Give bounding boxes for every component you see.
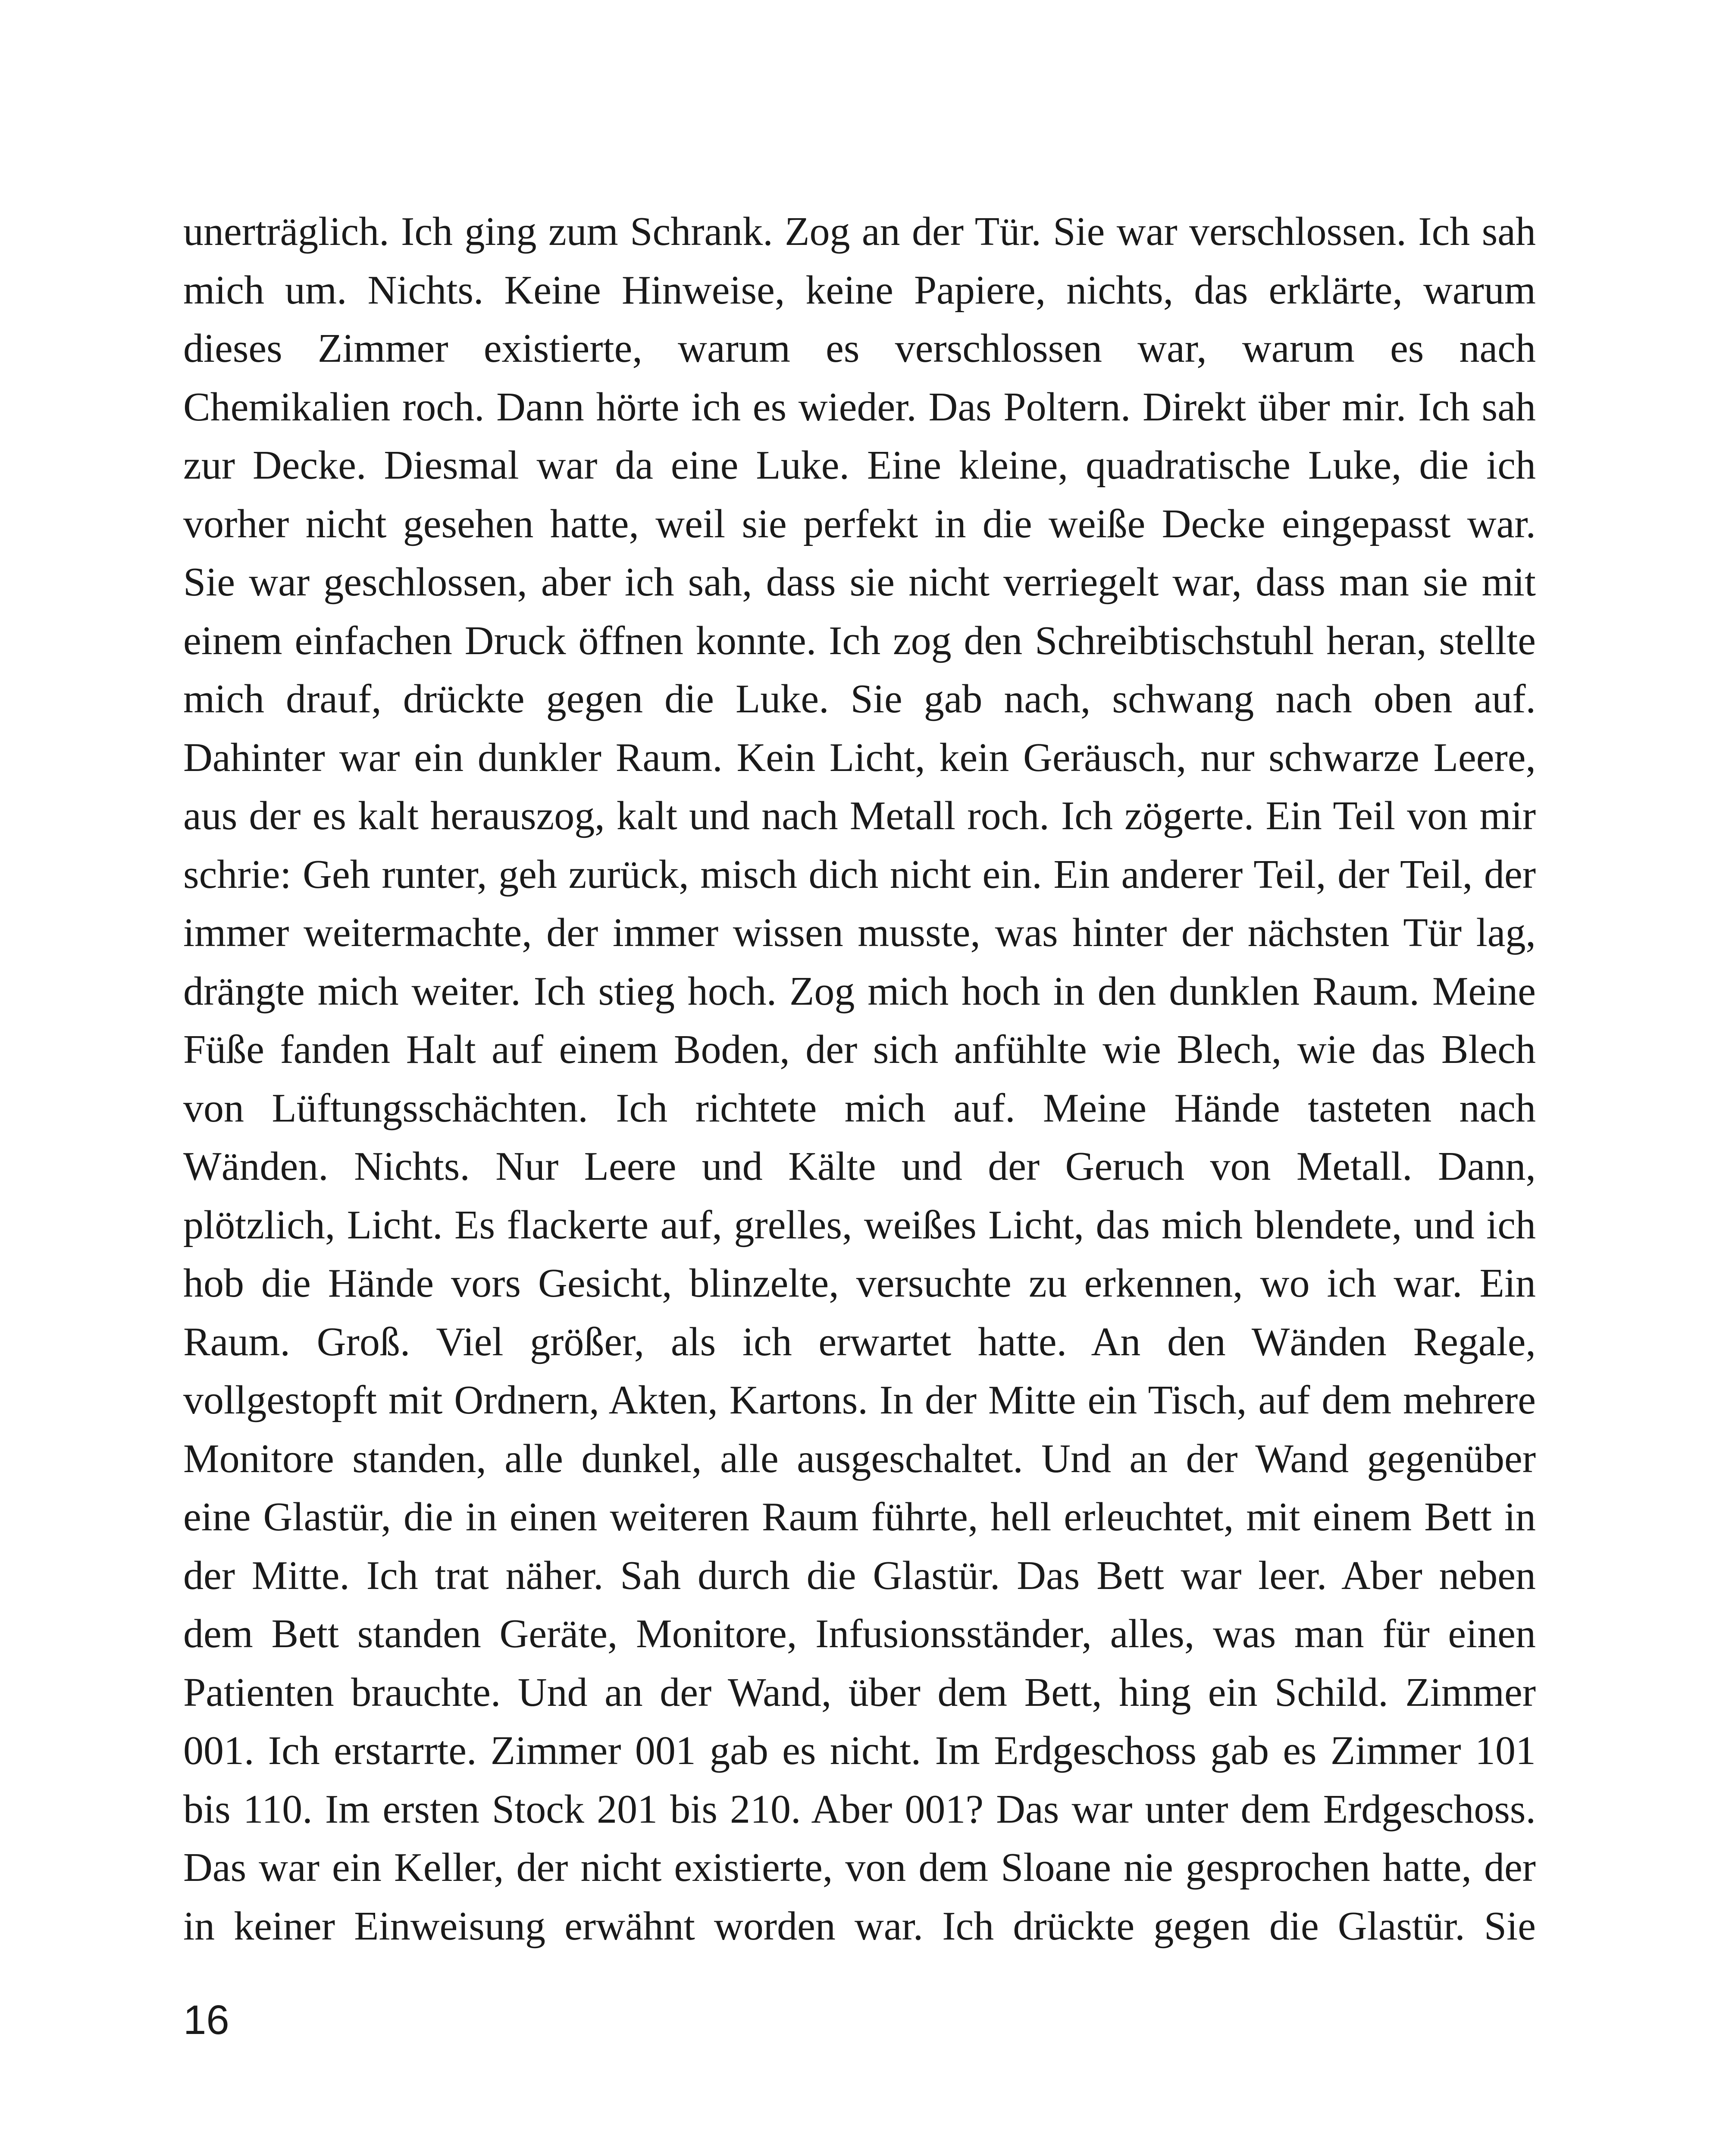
text-line: hob die Hände vors Gesicht, blinzelte, versuchte zu erkennen, wo ich war. Ein bbox=[183, 1261, 1536, 1306]
text-line: zur Decke. Diesmal war da eine Luke. Eine kleine, quadratische Luke, die ich bbox=[183, 443, 1536, 488]
text-line: Dahinter war ein dunkler Raum. Kein Licht, kein Geräusch, nur schwarze Leere, bbox=[183, 735, 1536, 780]
text-line: einem einfachen Druck öffnen konnte. Ich zog den Schreibtischstuhl heran, stellte bbox=[183, 618, 1536, 663]
text-line: Füße fanden Halt auf einem Boden, der sich anfühlte wie Blech, wie das Blech bbox=[183, 1027, 1536, 1072]
text-line: Patienten brauchte. Und an der Wand, über dem Bett, hing ein Schild. Zimmer bbox=[183, 1670, 1536, 1715]
text-line: unerträglich. Ich ging zum Schrank. Zog an der Tür. Sie war verschlossen. Ich sah bbox=[183, 209, 1536, 254]
text-line: dieses Zimmer existierte, warum es verschlossen war, warum es nach bbox=[183, 326, 1536, 371]
text-line: vollgestopft mit Ordnern, Akten, Kartons. In der Mitte ein Tisch, auf dem mehrere bbox=[183, 1378, 1536, 1423]
text-line: dem Bett standen Geräte, Monitore, Infusionsständer, alles, was man für einen bbox=[183, 1611, 1536, 1656]
text-line: mich drauf, drückte gegen die Luke. Sie gab nach, schwang nach oben auf. bbox=[183, 677, 1536, 721]
text-line: eine Glastür, die in einen weiteren Raum führte, hell erleuchtet, mit einem Bett in bbox=[183, 1495, 1536, 1539]
text-line: der Mitte. Ich trat näher. Sah durch die Glastür. Das Bett war leer. Aber neben bbox=[183, 1553, 1536, 1598]
text-line: Das war ein Keller, der nicht existierte, von dem Sloane nie gesprochen hatte, der bbox=[183, 1845, 1536, 1890]
text-line: aus der es kalt herauszog, kalt und nach Metall roch. Ich zögerte. Ein Teil von mir bbox=[183, 793, 1536, 838]
text-line: mich um. Nichts. Keine Hinweise, keine Papiere, nichts, das erklärte, warum bbox=[183, 267, 1536, 313]
text-line: Sie war geschlossen, aber ich sah, dass sie nicht verriegelt war, dass man sie mit bbox=[183, 560, 1536, 605]
text-line: von Lüftungsschächten. Ich richtete mich auf. Meine Hände tasteten nach bbox=[183, 1085, 1536, 1131]
text-line: Wänden. Nichts. Nur Leere und Kälte und der Geruch von Metall. Dann, bbox=[183, 1144, 1536, 1189]
body-text bbox=[183, 203, 1536, 1955]
page-number: 16 bbox=[183, 1997, 229, 2043]
text-line: Chemikalien roch. Dann hörte ich es wieder. Das Poltern. Direkt über mir. Ich sah bbox=[183, 384, 1536, 429]
text-line: immer weitermachte, der immer wissen musste, was hinter der nächsten Tür lag, bbox=[183, 910, 1536, 955]
text-line: Monitore standen, alle dunkel, alle ausgeschaltet. Und an der Wand gegenüber bbox=[183, 1436, 1536, 1481]
text-line: Raum. Groß. Viel größer, als ich erwartet hatte. An den Wänden Regale, bbox=[183, 1319, 1536, 1364]
text-line: drängte mich weiter. Ich stieg hoch. Zog mich hoch in den dunklen Raum. Meine bbox=[183, 968, 1536, 1014]
text-line: in keiner Einweisung erwähnt worden war. Ich drückte gegen die Glastür. Sie bbox=[183, 1903, 1536, 1949]
text-line: bis 110. Im ersten Stock 201 bis 210. Aber 001? Das war unter dem Erdgeschoss. bbox=[183, 1786, 1536, 1832]
text-line: vorher nicht gesehen hatte, weil sie perfekt in die weiße Decke eingepasst war. bbox=[183, 501, 1536, 546]
text-line: schrie: Geh runter, geh zurück, misch dich nicht ein. Ein anderer Teil, der Teil, der bbox=[183, 852, 1536, 897]
text-line: 001. Ich erstarrte. Zimmer 001 gab es nicht. Im Erdgeschoss gab es Zimmer 101 bbox=[183, 1728, 1536, 1773]
text-line: plötzlich, Licht. Es flackerte auf, grelles, weißes Licht, das mich blendete, und ich bbox=[183, 1202, 1536, 1247]
